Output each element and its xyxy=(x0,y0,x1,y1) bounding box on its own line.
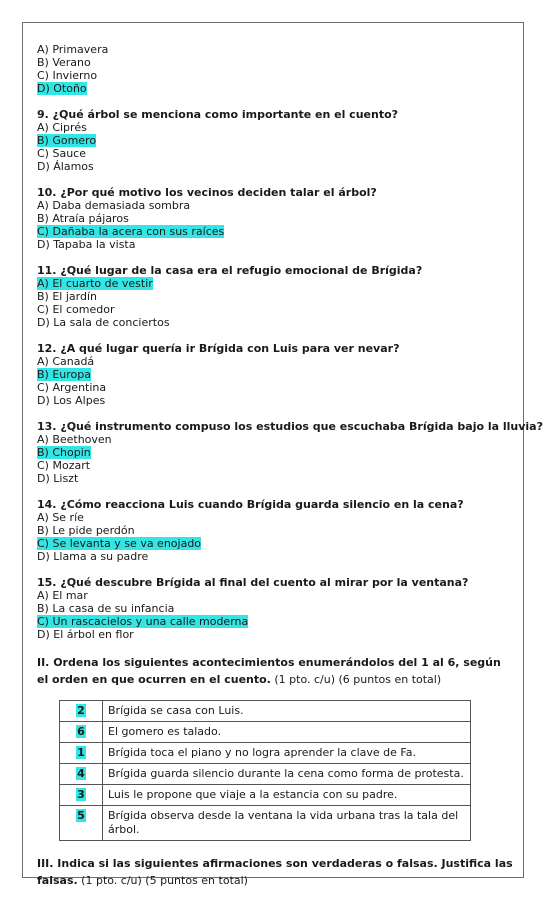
answer-option-correct xyxy=(37,277,515,290)
event-order-cell xyxy=(60,764,103,785)
answer-option-text: D) La sala de conciertos xyxy=(37,316,170,329)
answer-option xyxy=(37,69,515,82)
answer-option xyxy=(37,524,515,537)
event-description: El gomero es talado. xyxy=(103,722,471,743)
question-block xyxy=(37,186,515,251)
answer-option-correct xyxy=(37,615,515,628)
event-description: Brígida guarda silencio durante la cena como forma de protesta. xyxy=(103,764,471,785)
answer-option-text: A) Daba demasiada sombra xyxy=(37,199,191,212)
answer-option-text: B) Europa xyxy=(37,368,91,381)
question-list xyxy=(37,108,543,641)
answer-option xyxy=(37,56,515,69)
answer-option xyxy=(37,394,515,407)
question-block xyxy=(37,576,515,641)
event-order-number: 3 xyxy=(77,788,85,801)
answer-option-text: B) El jardín xyxy=(37,290,97,303)
event-description: Brígida observa desde la ventana la vida urbana tras la tala del árbol. xyxy=(103,806,471,841)
answer-option-text: A) Primavera xyxy=(37,43,109,56)
answer-option-correct xyxy=(37,82,515,95)
event-order-number: 5 xyxy=(77,809,85,822)
answer-option-text: B) Le pide perdón xyxy=(37,524,135,537)
answer-option xyxy=(37,628,515,641)
answer-option xyxy=(37,212,515,225)
answer-option-text: A) El cuarto de vestir xyxy=(37,277,153,290)
answer-option-text: C) Sauce xyxy=(37,147,86,160)
answer-option xyxy=(37,121,515,134)
event-order-cell xyxy=(60,701,103,722)
worksheet-content xyxy=(37,43,543,901)
answer-option-text: B) Gomero xyxy=(37,134,97,147)
question-block xyxy=(37,342,515,407)
answer-option-text: B) Chopin xyxy=(37,446,91,459)
answer-option-text: B) La casa de su infancia xyxy=(37,602,175,615)
events-order-table xyxy=(59,700,471,841)
answer-option xyxy=(37,511,515,524)
answer-option-text: A) El mar xyxy=(37,589,88,602)
answer-option-correct xyxy=(37,537,515,550)
answer-option xyxy=(37,589,515,602)
answer-option-text: C) Invierno xyxy=(37,69,98,82)
answer-option-text: A) Se ríe xyxy=(37,511,84,524)
answer-option xyxy=(37,238,515,251)
event-order-cell xyxy=(60,806,103,841)
event-description: Luis le propone que viaje a la estancia con su padre. xyxy=(103,785,471,806)
question-title: 12. ¿A qué lugar quería ir Brígida con Luis para ver nevar? xyxy=(37,342,400,355)
event-order-number: 4 xyxy=(77,767,85,780)
answer-option-text: D) Álamos xyxy=(37,160,94,173)
question-title: 9. ¿Qué árbol se menciona como importante en el cuento? xyxy=(37,108,399,121)
question-title: 15. ¿Qué descubre Brígida al final del cuento al mirar por la ventana? xyxy=(37,576,469,589)
table-row xyxy=(60,701,471,722)
answer-option-text: C) El comedor xyxy=(37,303,115,316)
event-order-number: 1 xyxy=(77,746,85,759)
answer-option xyxy=(37,290,515,303)
answer-option-text: D) Llama a su padre xyxy=(37,550,149,563)
table-row xyxy=(60,764,471,785)
section-3-heading: III. Indica si las siguientes afirmaciones son verdaderas o falsas. Justifica las falsas. xyxy=(37,857,513,887)
question-8-options xyxy=(37,43,515,95)
event-order-number: 6 xyxy=(77,725,85,738)
question-block xyxy=(37,420,543,485)
answer-option-correct xyxy=(37,225,515,238)
answer-option-text: A) Beethoven xyxy=(37,433,112,446)
answer-option xyxy=(37,381,515,394)
event-order-cell xyxy=(60,722,103,743)
table-row xyxy=(60,785,471,806)
answer-option xyxy=(37,147,515,160)
question-title: 11. ¿Qué lugar de la casa era el refugio emocional de Brígida? xyxy=(37,264,423,277)
answer-option xyxy=(37,550,515,563)
answer-option-correct xyxy=(37,134,515,147)
worksheet-page xyxy=(22,22,543,887)
answer-option-text: D) El árbol en flor xyxy=(37,628,134,641)
question-block xyxy=(37,108,515,173)
answer-option-text: C) Un rascacielos y una calle moderna xyxy=(37,615,249,628)
answer-option xyxy=(37,316,515,329)
event-order-number: 2 xyxy=(77,704,85,717)
question-block xyxy=(37,498,515,563)
answer-option xyxy=(37,355,515,368)
table-row xyxy=(60,722,471,743)
answer-option-text: D) Otoño xyxy=(37,82,87,95)
answer-option xyxy=(37,43,515,56)
answer-option-text: C) Argentina xyxy=(37,381,107,394)
answer-option-text: C) Dañaba la acera con sus raíces xyxy=(37,225,225,238)
question-title: 14. ¿Cómo reacciona Luis cuando Brígida guarda silencio en la cena? xyxy=(37,498,464,511)
answer-option xyxy=(37,303,515,316)
answer-option-text: A) Canadá xyxy=(37,355,95,368)
event-order-cell xyxy=(60,743,103,764)
question-block xyxy=(37,264,515,329)
answer-option-text: D) Los Alpes xyxy=(37,394,106,407)
section-3-points: (1 pto. c/u) (5 puntos en total) xyxy=(77,874,248,887)
answer-option xyxy=(37,602,515,615)
section-2-points: (1 pto. c/u) (6 puntos en total) xyxy=(270,673,442,686)
event-order-cell xyxy=(60,785,103,806)
answer-option xyxy=(37,433,515,446)
answer-option-text: C) Mozart xyxy=(37,459,91,472)
answer-option-text: D) Tapaba la vista xyxy=(37,238,136,251)
question-title: 10. ¿Por qué motivo los vecinos deciden talar el árbol? xyxy=(37,186,377,199)
section-2-heading: II. Ordena los siguientes acontecimientos enumerándolos del 1 al 6, según el orden en que ocurren en el cuento. xyxy=(37,656,501,686)
answer-option-text: D) Liszt xyxy=(37,472,79,485)
section-3-instructions xyxy=(37,855,515,889)
answer-option-correct xyxy=(37,446,515,459)
answer-option-text: A) Ciprés xyxy=(37,121,87,134)
answer-option-text: C) Se levanta y se va enojado xyxy=(37,537,202,550)
event-description: Brígida se casa con Luis. xyxy=(103,701,471,722)
answer-option xyxy=(37,472,515,485)
event-description: Brígida toca el piano y no logra aprender la clave de Fa. xyxy=(103,743,471,764)
table-row xyxy=(60,743,471,764)
answer-option xyxy=(37,459,515,472)
table-row xyxy=(60,806,471,841)
answer-option-correct xyxy=(37,368,515,381)
answer-option xyxy=(37,160,515,173)
question-title: 13. ¿Qué instrumento compuso los estudios que escuchaba Brígida bajo la lluvia? xyxy=(37,420,543,433)
answer-option-text: B) Atraía pájaros xyxy=(37,212,129,225)
answer-option xyxy=(37,199,515,212)
answer-option-text: B) Verano xyxy=(37,56,91,69)
section-2-instructions xyxy=(37,654,515,688)
